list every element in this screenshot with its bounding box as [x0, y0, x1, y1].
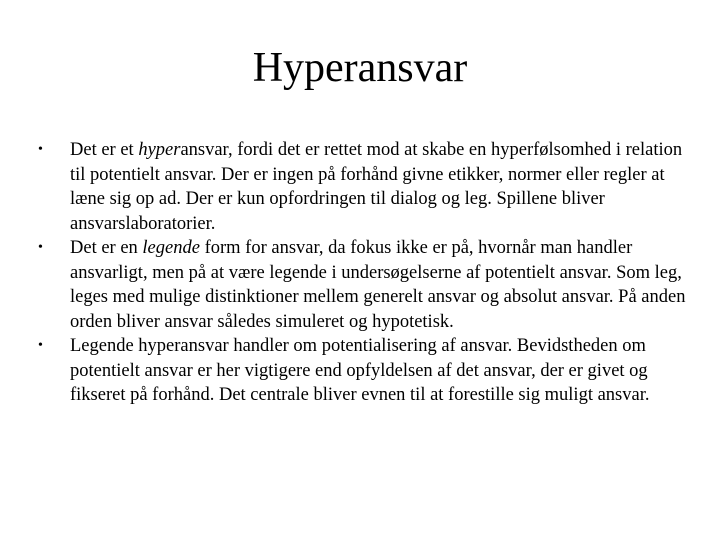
bullet-text: [70, 140, 682, 234]
bullet-dot-icon: •: [38, 338, 43, 353]
text-segment: Det er en: [70, 238, 143, 258]
text-segment: form for ansvar, da fokus ikke er på, hvornår man handler ansvarligt, men på at være legende i undersøgelserne af potentielt ansvar. Som leg, leges med mulige distinktioner mellem generelt ansvar og absolut ansvar. På anden orden bliver ansvar således simuleret og hypotetisk.: [70, 238, 686, 332]
bullet-item: [38, 334, 688, 408]
emphasis-segment: hyper: [138, 140, 181, 160]
text-segment: Det er et: [70, 140, 139, 160]
text-segment: ansvar, fordi det er rettet mod at skabe en hyperfølsomhed i relation til potentielt ansvar. Der er ingen på forhånd givne etikker, normer eller regler at læne sig op ad. Der er kun opfordringen til dialog og leg. Spillene bliver ansvarslaboratorier.: [70, 140, 683, 234]
bullet-dot-icon: •: [38, 240, 43, 255]
text-segment: Legende hyperansvar handler om potentialisering af ansvar. Bevidstheden om potentielt ansvar er her vigtigere end opfyldelsen af det ansvar, der er givet og fikseret på forhånd. Det centrale bliver evnen til at forestille sig muligt ansvar.: [70, 336, 650, 405]
bullet-dot-icon: •: [38, 142, 43, 157]
bullet-text: [70, 336, 649, 405]
emphasis-segment: legende: [142, 238, 200, 258]
slide-title: Hyperansvar: [252, 45, 468, 91]
bullet-list: [38, 138, 688, 408]
bullet-item: [38, 236, 688, 334]
bullet-item: [38, 138, 688, 236]
bullet-text: [70, 238, 685, 332]
